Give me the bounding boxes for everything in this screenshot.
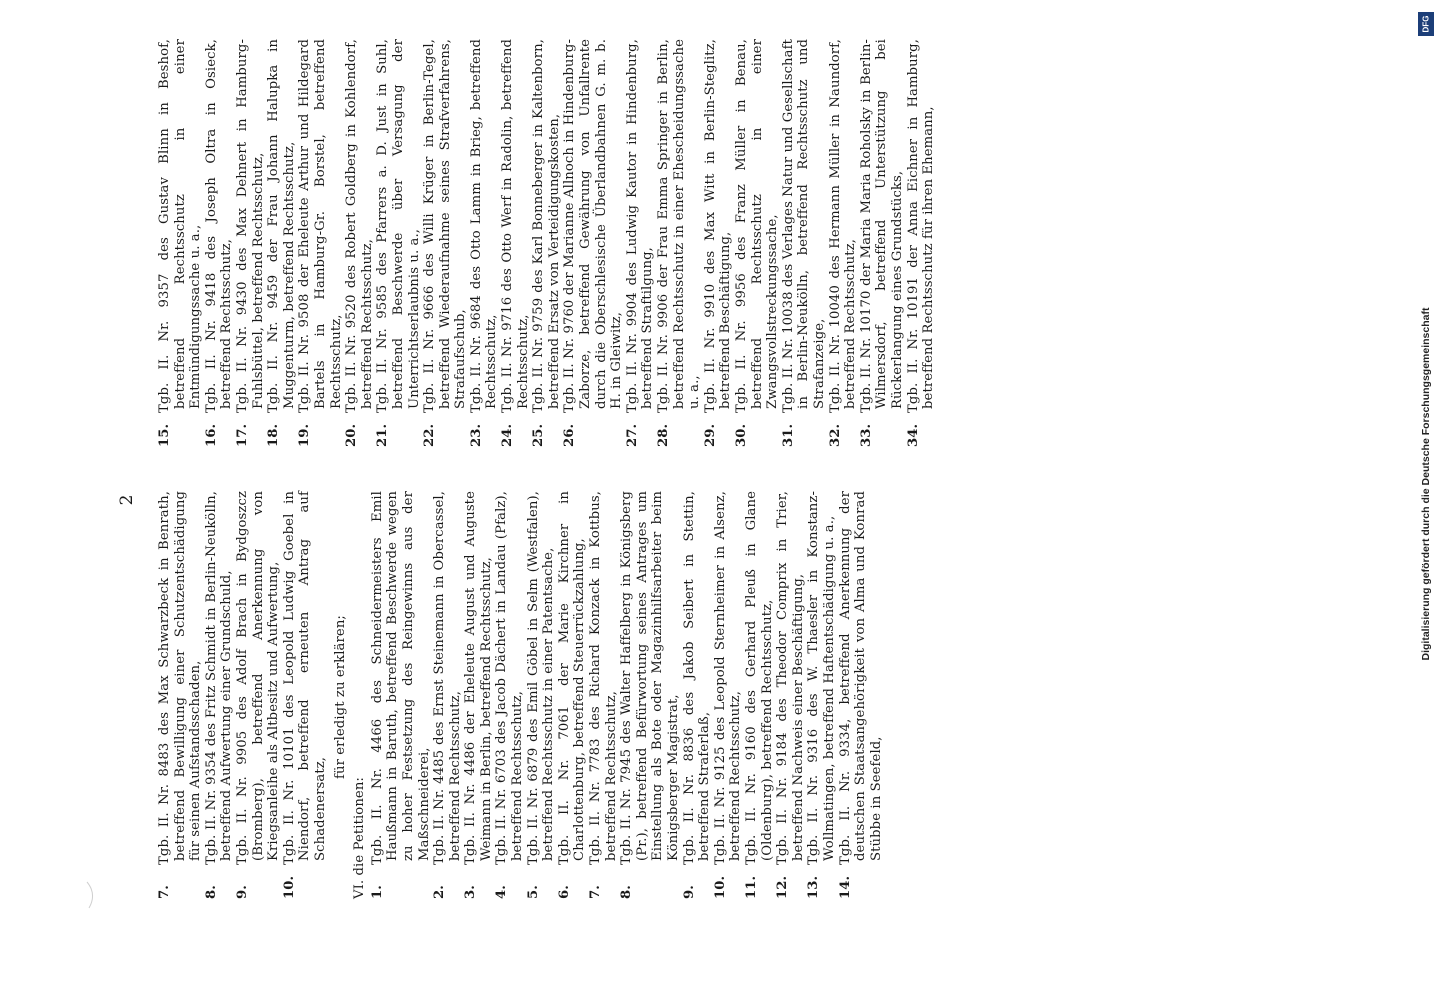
petition-entry [906,39,937,447]
entry-text: Tgb. II. Nr. 9684 des Otto Lamm in Brieg, betreffend Rechtsschutz, [468,39,500,413]
entry-number: 7. [157,885,172,899]
entry-text: Tgb. II. Nr. 4466 des Schneidermeisters Emil Haußmann in Baruth, betreffend Beschwerde wegen zu hoher Festsetzung des Reingewinns aus der Maßschneiderei, [369,491,432,865]
petition-entry [297,39,344,447]
entry-text: Tgb. II. Nr. 9759 des Karl Bonneberger in Kaltenborn, betreffend Ersatz von Verteidigungskosten, [531,39,562,413]
entry-text: Tgb. II. Nr. 9716 des Otto Werf in Radolin, betreffend Rechtsschutz, [500,39,531,413]
entry-text: Tgb. II. Nr. 9184 des Theodor Comprix in Trier, betreffend Nachweis einer Beschäftigung, [775,491,806,865]
entry-text: Tgb. II. Nr. 10040 des Hermann Müller in Naundorf, betreffend Rechtsschutz, [827,39,859,413]
entry-text: Tgb. II. Nr. 9354 des Fritz Schmidt in Berlin-Neukölln, betreffend Aufwertung einer Grundschuld, [203,491,235,865]
entry-number: 9. [681,885,697,899]
entry-number: 9. [234,885,250,899]
entry-text: Tgb. II. Nr. 8836 des Jakob Seibert in Stettin, betreffend Straferlaß, [681,491,713,865]
entry-number: 4. [494,885,510,899]
petition-entry [204,491,235,899]
entry-text: Tgb. II. Nr. 8483 des Max Schwarzbeck in Benrath, betreffend Bewilligung einer Schutzentschädigung für seinen Aufstandsschaden, [157,491,204,865]
entry-text: Tgb. II. Nr. 9585 des Pfarrers a. D. Just in Suhl, betreffend Beschwerde über Versagung der Unterrichtserlaubnis u. a., [375,39,422,413]
entry-number: 8. [203,885,219,899]
entry-text: Tgb. II. Nr. 10191 der Anna Eichner in Hamburg, betreffend Rechtsschutz für ihren Ehemann, [905,39,937,413]
entry-number: 16. [203,423,219,447]
petition-entry [157,39,204,447]
petition-entry [370,491,432,899]
petition-entry [806,491,837,899]
petition-entry [656,39,703,447]
petition-entry [526,491,557,899]
entry-number: 25. [531,423,547,447]
entry-text: Tgb. II. Nr. 9418 des Joseph Oltra in Osieck, betreffend Rechtsschutz, [203,39,235,413]
petition-entry [344,39,375,447]
petition-entry [282,491,329,899]
right-column [157,39,937,447]
entry-number: 12. [775,875,791,899]
funding-stamp [1417,8,1434,992]
entry-number: 14. [837,875,853,899]
entry-number: 11. [743,875,759,899]
petition-entry [235,39,266,447]
entry-text: Tgb. II. Nr. 6879 des Emil Göbel in Selm (Westfalen), betreffend Rechtsschutz in einer Patentsache, [525,491,557,865]
petition-entry [235,491,282,899]
petition-entry [463,491,494,899]
funding-notice: Digitalisierung gefördert durch die Deutsche Forschungsgemeinschaft [1420,307,1432,661]
entry-number: 1. [369,885,385,899]
entry-text: Tgb. II. Nr. 4486 der Eheleute August und Auguste Weimann in Berlin, betreffend Rechtsschutz, [463,491,494,865]
entry-number: 28. [656,423,671,447]
entry-text: Tgb. II. Nr. 6703 des Jacob Dächert in Landau (Pfalz), betreffend Rechtsschutz, [494,491,526,865]
entry-number: 10. [281,875,297,899]
entry-text: Tgb. II. Nr. 9904 des Ludwig Kautor in Hindenburg, betreffend Straftilgung, [624,39,656,413]
petition-entry [859,39,906,447]
entry-number: 15. [157,423,172,447]
entry-number: 5. [525,885,541,899]
entry-text: Tgb. II. Nr. 9316 des W. Thaesler in Konstanz-Wollmatingen, betreffend Haftentschädigung u. a., [806,491,837,865]
entry-text: Tgb. II. Nr. 9508 der Eheleute Arthur und Hildegard Bartels in Hamburg-Gr. Borstel, betreffend Rechtsschutz, [297,39,344,413]
entry-number: 24. [500,423,516,447]
entry-number: 18. [266,423,282,447]
petition-entry [204,39,235,447]
entry-number: 31. [780,423,796,447]
entry-text: Tgb. II. Nr. 10170 der Maria Maria Roholsky in Berlin-Wilmersdorf, betreffend Unterstützung bei Rückerlangung eines Grundstücks, [858,39,905,413]
petition-list [370,491,885,899]
entry-number: 26. [562,423,578,447]
entry-text: Tgb. II. Nr. 10038 des Verlages Natur und Gesellschaft in Berlin-Neukölln, betreffend Rechtsschutz und Strafanzeige, [780,39,827,413]
entry-number: 33. [858,423,874,447]
entry-number: 13. [806,875,822,899]
entry-text: Tgb. II. Nr. 9459 der Frau Johann Halupka in Muggenturm, betreffend Rechtsschutz, [266,39,297,413]
petition-entry [562,39,624,447]
petition-entry [494,491,525,899]
rotated-page-content [21,5,1413,995]
entry-text: Tgb. II. Nr. 4485 des Ernst Steinemann in Obercassel, betreffend Rechtsschutz, [432,491,463,865]
entry-text: Tgb. II. Nr. 7783 des Richard Konzack in Kottbus, betreffend Rechtsschutz, [588,491,619,865]
petition-entry [432,491,463,899]
petition-entry [734,39,781,447]
dfg-logo: DFG [1418,12,1434,36]
entry-text: Tgb. II. Nr. 9520 des Robert Goldberg in Kohlendorf, betreffend Rechtsschutz, [344,39,375,413]
entry-text: Tgb. II. Nr. 9666 des Willi Krüger in Berlin-Tegel, betreffend Wiederaufnahme seines Strafverfahrens, Strafaufschub, [422,39,469,413]
entry-number: 2. [432,885,448,899]
entry-text: Tgb. II. Nr. 7061 der Marie Kirchner in Charlottenburg, betreffend Steuerrückzahlung, [556,491,588,865]
entry-number: 20. [344,423,360,447]
section-heading-petitions: VI. die Petitionen: [352,777,368,899]
entry-text: Tgb. II. Nr. 9334, betreffend Anerkennung der deutschen Staatsangehörigkeit von Alma und Konrad Stübbe in Seefeld, [837,491,884,865]
entry-number: 32. [827,423,843,447]
petition-entry [157,491,204,899]
entry-number: 6. [556,885,572,899]
entry-text: Tgb. II. Nr. 9905 des Adolf Brach in Bydgoszcz (Bromberg), betreffend Anerkennung von Kriegsanleihe als Altbesitz und Aufwertung, [234,491,282,865]
section-closing-phrase: für erledigt zu erklären; [332,615,348,779]
petition-entry [838,491,885,899]
petition-entry [781,39,828,447]
entry-text: Tgb. II. Nr. 9357 des Gustav Blinn in Beshof, betreffend Rechtsschutz in einer Entmündigungssache u. a., [157,39,204,413]
entry-text: Tgb. II. Nr. 9910 des Max Witt in Berlin-Steglitz, betreffend Beschäftigung, [702,39,734,413]
entry-number: 10. [712,875,728,899]
petition-entry [375,39,422,447]
petition-entry [828,39,859,447]
entry-text: Tgb. II. Nr. 9906 der Frau Emma Springer in Berlin, betreffend Rechtsschutz in einer Ehescheidungssache u. a., [656,39,703,413]
petition-entry [703,39,734,447]
petition-entry [775,491,806,899]
petition-entry [500,39,531,447]
entry-list-continued [157,491,329,899]
entry-text: Tgb. II. Nr. 9956 des Franz Müller in Benau, betreffend Rechtsschutz in einer Zwangsvollstreckungssache, [733,39,781,413]
entry-number: 34. [905,423,921,447]
petition-entry [469,39,500,447]
entry-number: 27. [624,423,640,447]
entry-text: Tgb. II. Nr. 7945 des Walter Haffelberg in Königsberg (Pr.), betreffend Befürwortung seines Antrages um Einstellung als Bote oder Magazinhilfsarbeiter beim Königsberger Magistrat, [619,491,681,865]
entry-number: 23. [468,423,484,447]
entry-number: 8. [619,885,635,899]
petition-entry [557,491,588,899]
entry-number: 22. [422,423,438,447]
petition-entry [422,39,469,447]
entry-number: 3. [463,885,479,899]
petition-list-continued [157,39,937,447]
entry-number: 17. [234,423,250,447]
left-column [157,491,884,899]
page-number: 2 [117,494,137,506]
petition-entry [713,491,744,899]
petition-entry [619,491,681,899]
petition-entry [744,491,775,899]
entry-number: 19. [297,423,313,447]
entry-number: 7. [588,885,604,899]
petition-entry [266,39,297,447]
entry-text: Tgb. II. Nr. 9125 des Leopold Sternheimer in Alsenz, betreffend Rechtsschutz, [712,491,744,865]
entry-text: Tgb. II. Nr. 9760 der Marianne Allnoch in Hindenburg-Zaborze, betreffend Gewährung von Unfallrente durch die Oberschlesische Überlandbahnen G. m. b. H. in Gleiwitz, [562,39,625,413]
entry-text: Tgb. II. Nr. 9430 des Max Dehnert in Hamburg-Fuhlsbüttel, betreffend Rechtsschutz, [234,39,266,413]
petition-entry [531,39,562,447]
entry-text: Tgb. II. Nr. 9160 des Gerhard Pleuß in Glane (Oldenburg), betreffend Rechtsschutz, [743,491,775,865]
petition-entry [682,491,713,899]
entry-number: 29. [702,423,718,447]
entry-number: 30. [733,423,749,447]
petition-entry [625,39,656,447]
entry-text: Tgb. II. Nr. 10101 des Leopold Ludwig Goebel in Niendorf, betreffend erneuten Antrag auf Schadenersatz, [281,491,328,865]
petition-entry [588,491,619,899]
entry-number: 21. [375,423,391,447]
